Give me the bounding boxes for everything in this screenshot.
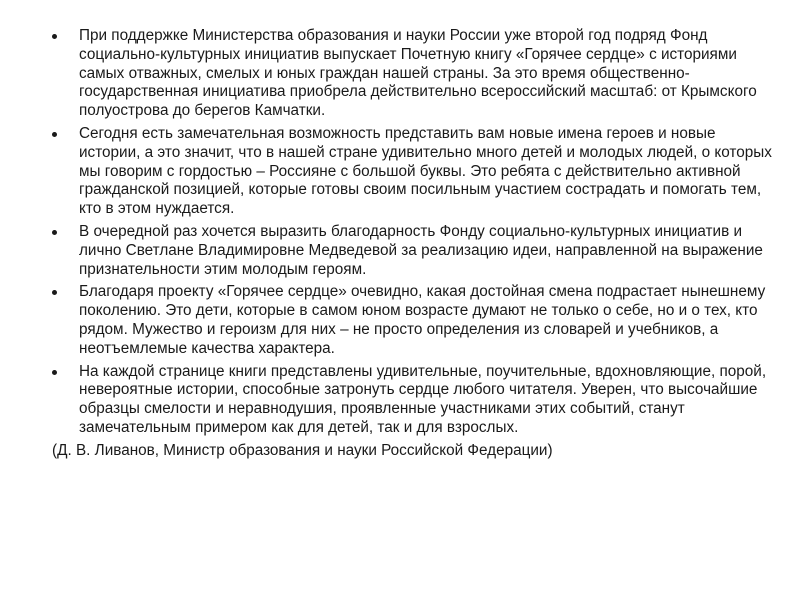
paragraph-text: При поддержке Министерства образования и науки России уже второй год подряд Фонд социально-культурных инициатив выпускает Почетную книгу «Горячее сердце» с историями самых отважных, смелых и юных граждан нашей страны. За это время общественно-государственная инициатива приобрела действительно всероссийский масштаб: от Крымского полуострова до берегов Камчатки. bbox=[79, 27, 757, 120]
bullet-dot-icon bbox=[52, 230, 57, 235]
bullet-paragraph-4 bbox=[52, 283, 774, 358]
bullet-paragraph-1 bbox=[52, 27, 774, 121]
bullet-paragraph-5 bbox=[52, 363, 774, 438]
bullet-paragraph-2 bbox=[52, 125, 774, 219]
bullet-dot-icon bbox=[52, 370, 57, 375]
paragraph-text: Благодаря проекту «Горячее сердце» очевидно, какая достойная смена подрастает нынешнему поколению. Это дети, которые в самом юном возрасте думают не только о себе, но и о тех, кто рядом. Мужество и героизм для них – не просто определения из словарей и учебников, а неотъемлемые качества характера. bbox=[79, 283, 766, 357]
bullet-dot-icon bbox=[52, 34, 57, 39]
bullet-list bbox=[52, 27, 774, 438]
bullet-paragraph-3 bbox=[52, 223, 774, 279]
bullet-dot-icon bbox=[52, 290, 57, 295]
text-content bbox=[52, 27, 774, 461]
bullet-dot-icon bbox=[52, 132, 57, 137]
paragraph-text: На каждой странице книги представлены удивительные, поучительные, вдохновляющие, порой, невероятные истории, способные затронуть сердце любого читателя. Уверен, что высочайшие образцы смелости и неравнодушия, проявленные участниками этих событий, станут замечательным примером как для детей, так и для взрослых. bbox=[79, 362, 767, 436]
paragraph-text: Сегодня есть замечательная возможность представить вам новые имена героев и новые истории, а это значит, что в нашей стране удивительно много детей и молодых людей, о которых мы говорим с гордостью – Россияне с большой буквы. Это ребята с действительно активной гражданской позицией, которые готовы своим посильным участием сострадать и помогать тем, кто в этом нуждается. bbox=[79, 124, 772, 218]
paragraph-text: В очередной раз хочется выразить благодарность Фонду социально-культурных инициатив и лично Светлане Владимировне Медведевой за реализацию идеи, направленной на выражение признательности этим молодым героям. bbox=[79, 222, 763, 278]
author-signature: (Д. В. Ливанов, Министр образования и науки Российской Федерации) bbox=[52, 441, 553, 459]
